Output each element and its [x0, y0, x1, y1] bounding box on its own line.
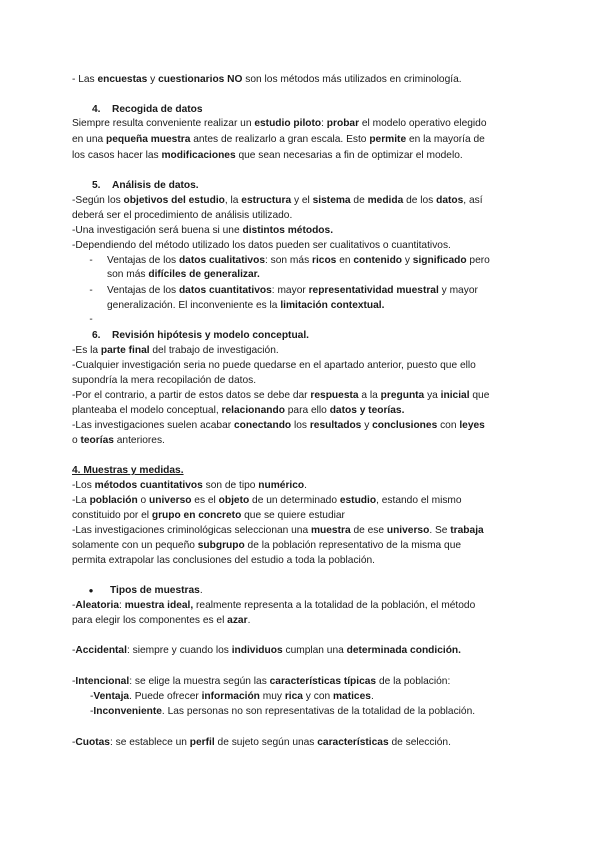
text-run: , la	[224, 195, 242, 206]
text-run: que	[469, 390, 490, 401]
bold-text: estudio piloto	[254, 118, 322, 129]
bold-text: características	[317, 737, 389, 748]
section-title: Revisión hipótesis y modelo conceptual.	[112, 330, 309, 341]
text-run: : son más	[265, 255, 312, 266]
bold-text: encuestas	[97, 74, 148, 85]
bold-text: modificaciones	[161, 150, 236, 161]
text-run: de sujeto según unas	[214, 737, 318, 748]
text-run: con	[437, 420, 460, 431]
bold-text: información	[201, 691, 260, 702]
text-run: . Se	[429, 525, 451, 536]
bold-text: teorías	[80, 435, 114, 446]
bold-text: datos	[436, 195, 464, 206]
text-run: de un determinado	[249, 495, 340, 506]
bold-text: objetivos del estudio	[123, 195, 225, 206]
text-run: -Las investigaciones suelen acabar	[72, 420, 234, 431]
text-run: .	[370, 691, 374, 702]
bold-text: individuos	[231, 645, 283, 656]
text-run: : mayor	[271, 285, 309, 296]
bold-text: ricos	[312, 255, 337, 266]
section-5-heading	[92, 179, 552, 193]
bold-text: subgrupo	[197, 540, 245, 551]
paragraph-line	[72, 344, 532, 358]
bold-text: contenido	[353, 255, 403, 266]
text-run: -	[90, 706, 94, 717]
tipos-heading	[110, 584, 570, 598]
text-run: ya	[424, 390, 441, 401]
paragraph-line	[72, 419, 532, 433]
bold-text: Intencional	[75, 676, 130, 687]
section-number: 6.	[92, 330, 101, 341]
paragraph-line	[72, 194, 532, 208]
text-run: realmente representa a la totalidad de la población, el método	[193, 600, 476, 611]
text-run: o	[72, 435, 81, 446]
text-run: -Cualquier investigación seria no puede quedarse en el apartado anterior, puesto que ello	[72, 360, 476, 371]
text-run: -Las investigaciones criminológicas seleccionan una	[72, 525, 311, 536]
text-run: cumplan una	[282, 645, 347, 656]
bold-text: muestra ideal,	[124, 600, 194, 611]
bold-text: muestra	[310, 525, 351, 536]
bold-text: permite	[369, 134, 407, 145]
bold-text: numérico	[258, 480, 305, 491]
text-run: en	[336, 255, 354, 266]
text-run: que sean necesarias a fin de optimizar el modelo.	[235, 150, 463, 161]
text-run: solamente con un pequeño	[72, 540, 198, 551]
list-dash: -	[89, 255, 93, 266]
text-run: -	[72, 600, 76, 611]
bold-text: grupo en concreto	[151, 510, 242, 521]
bold-text: estudio	[339, 495, 377, 506]
text-run: -	[90, 691, 94, 702]
text-run: pero	[466, 255, 490, 266]
bold-text: conclusiones	[372, 420, 438, 431]
paragraph-line	[72, 736, 532, 750]
list-item-cont	[107, 268, 567, 282]
text-run: de la población representativo de la misma que	[244, 540, 462, 551]
bold-text: Ventaja	[93, 691, 130, 702]
paragraph-line	[72, 434, 532, 448]
bold-text: Inconveniente	[93, 706, 162, 717]
paragraph-line	[90, 705, 550, 719]
bold-text: perfil	[189, 737, 215, 748]
text-run: para elegir los componentes es el	[72, 615, 228, 626]
bold-text: parte final	[100, 345, 150, 356]
text-run: de los	[403, 195, 437, 206]
bold-text: medida	[367, 195, 404, 206]
text-run: Siempre resulta conveniente realizar un	[72, 118, 255, 129]
paragraph-line	[72, 524, 532, 538]
text-run: -Es la	[72, 345, 101, 356]
bullet-icon: ●	[88, 586, 94, 595]
muestras-heading: 4. Muestras y medidas.	[72, 465, 184, 476]
text-run: constituido por el	[72, 510, 152, 521]
text-run: : siempre y cuando los	[126, 645, 232, 656]
text-run: Ventajas de los	[107, 285, 179, 296]
text-run: - Las	[72, 74, 98, 85]
paragraph-line	[72, 479, 532, 493]
text-run: -La	[72, 495, 90, 506]
text-run: -	[72, 676, 76, 687]
bold-text: rica	[284, 691, 303, 702]
text-run: del trabajo de investigación.	[149, 345, 279, 356]
text-run: anteriores.	[113, 435, 165, 446]
text-run: : se establece un	[109, 737, 190, 748]
text-run: los casos hacer las	[72, 150, 162, 161]
text-run: de	[350, 195, 368, 206]
text-run: -Según los	[72, 195, 124, 206]
text-run: Ventajas de los	[107, 255, 179, 266]
bold-text: cuestionarios NO	[158, 74, 243, 85]
list-dash: -	[89, 285, 93, 296]
text-run: , así	[463, 195, 483, 206]
text-run: que se quiere estudiar	[241, 510, 345, 521]
section-number: 4.	[92, 104, 101, 115]
text-run: de ese	[350, 525, 387, 536]
text-run: para ello	[284, 405, 330, 416]
bold-text: Accidental	[75, 645, 127, 656]
bold-text: significado	[412, 255, 467, 266]
text-run: y con	[302, 691, 333, 702]
section-title: Análisis de datos.	[112, 180, 199, 191]
bold-text: universo	[386, 525, 430, 536]
bold-text: sistema	[312, 195, 351, 206]
text-run: -Por el contrario, a partir de estos datos se debe dar	[72, 390, 311, 401]
paragraph-line	[72, 224, 532, 238]
paragraph-line	[72, 494, 532, 508]
text-run: :	[321, 118, 327, 129]
text-run: y	[402, 255, 413, 266]
paragraph-line	[72, 599, 532, 613]
text-run: antes de realizarlo a gran escala. Esto	[190, 134, 370, 145]
text-run: .	[247, 615, 251, 626]
bold-text: datos y teorías.	[329, 405, 405, 416]
text-run: son de tipo	[202, 480, 259, 491]
bold-text: datos cuantitativos	[178, 285, 272, 296]
paragraph-line	[72, 539, 532, 553]
text-run: . Las personas no son representativas de la totalidad de la población.	[161, 706, 476, 717]
list-item-cont	[107, 299, 567, 313]
bold-text: distintos métodos.	[242, 225, 334, 236]
bold-text: Cuotas	[75, 737, 110, 748]
list-item	[107, 284, 567, 298]
bold-text: resultados	[309, 420, 362, 431]
bold-text: población	[89, 495, 138, 506]
text-run: -Una investigación será buena si une	[72, 225, 243, 236]
text-run: , estando el mismo	[376, 495, 462, 506]
text-run: deberá ser el procedimiento de análisis utilizado.	[72, 210, 293, 221]
text-run: .	[304, 480, 307, 491]
bold-text: limitación contextual.	[280, 300, 385, 311]
paragraph-line	[72, 389, 532, 403]
paragraph-line	[72, 133, 532, 147]
text-run: . Puede ofrecer	[129, 691, 202, 702]
text-run: planteaba el modelo conceptual,	[72, 405, 222, 416]
section-4-heading	[92, 103, 552, 117]
paragraph-line	[72, 675, 532, 689]
text-run: y el	[291, 195, 313, 206]
bold-text: probar	[326, 118, 360, 129]
text-run: -	[72, 737, 76, 748]
bold-text: trabaja	[450, 525, 484, 536]
text-run: y mayor	[438, 285, 478, 296]
text-run: -Los	[72, 480, 95, 491]
bold-text: Tipos de muestras	[110, 585, 200, 596]
text-run: a la	[358, 390, 381, 401]
paragraph-line	[72, 644, 532, 658]
text-run: muy	[259, 691, 285, 702]
text-run: -Dependiendo del método utilizado los datos pueden ser cualitativos o cuantitativos.	[72, 240, 451, 251]
bold-text: respuesta	[310, 390, 359, 401]
text-run: -	[72, 645, 76, 656]
bold-text: Aleatoria	[75, 600, 120, 611]
bold-text: pequeña muestra	[106, 134, 191, 145]
text-run: : se elige la muestra según las	[129, 676, 270, 687]
section-number: 5.	[92, 180, 101, 191]
text-run: el modelo operativo elegido	[359, 118, 487, 129]
bold-text: determinada condición.	[346, 645, 461, 656]
bold-text: relacionando	[221, 405, 285, 416]
intro-line	[72, 73, 532, 87]
section-title: Recogida de datos	[112, 104, 203, 115]
text-run: en la mayoría de	[406, 134, 485, 145]
section-6-heading	[92, 329, 552, 343]
paragraph-line	[72, 149, 532, 163]
bold-text: estructura	[241, 195, 292, 206]
text-run: son más	[107, 269, 149, 280]
bold-text: características típicas	[269, 676, 377, 687]
bold-text: azar	[227, 615, 248, 626]
paragraph-line	[72, 554, 532, 568]
bold-text: representatividad muestral	[308, 285, 439, 296]
text-run: de selección.	[388, 737, 451, 748]
paragraph-line	[72, 374, 532, 388]
paragraph-line	[72, 614, 532, 628]
paragraph-line	[72, 359, 532, 373]
bold-text: objeto	[218, 495, 250, 506]
bold-text: inicial	[440, 390, 470, 401]
text-run: es el	[191, 495, 219, 506]
paragraph-line	[72, 239, 532, 253]
paragraph-line	[72, 509, 532, 523]
bold-text: pregunta	[380, 390, 425, 401]
bold-text: leyes	[459, 420, 485, 431]
text-run: son los métodos más utilizados en criminología.	[242, 74, 462, 85]
text-run: los	[291, 420, 310, 431]
list-item	[107, 254, 567, 268]
paragraph-line	[72, 117, 532, 131]
bold-text: datos cualitativos	[178, 255, 265, 266]
text-run: o	[137, 495, 149, 506]
bold-text: conectando	[233, 420, 292, 431]
bold-text: matices	[332, 691, 371, 702]
bold-text: universo	[149, 495, 192, 506]
text-run: supondría la mera recopilación de datos.	[72, 375, 257, 386]
text-run: :	[119, 600, 125, 611]
text-run: en una	[72, 134, 106, 145]
text-run: permita extrapolar las conclusiones del estudio a toda la población.	[72, 555, 375, 566]
text-run: y	[147, 74, 159, 85]
paragraph-line	[72, 209, 532, 223]
list-dash: -	[89, 314, 93, 325]
paragraph-line	[90, 690, 550, 704]
bold-text: difíciles de generalizar.	[148, 269, 260, 280]
text-run: .	[199, 585, 203, 596]
text-run: generalización. El inconveniente es la	[107, 300, 281, 311]
bold-text: métodos cuantitativos	[94, 480, 203, 491]
text-run: y	[361, 420, 373, 431]
paragraph-line	[72, 404, 532, 418]
text-run: de la población:	[376, 676, 451, 687]
